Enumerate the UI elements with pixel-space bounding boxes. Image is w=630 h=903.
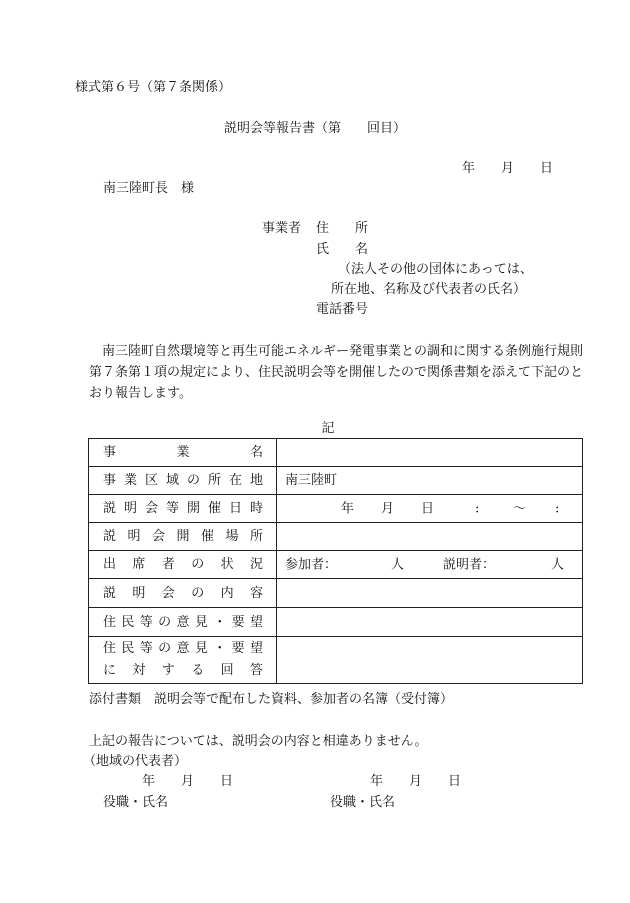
- row-label-opinions: 住民等の意見・要望: [89, 608, 277, 637]
- table-row: [89, 637, 583, 684]
- sender-note-line2: 所在地、名称及び代表者の氏名）: [331, 282, 527, 297]
- sender-name-label: 氏 名: [316, 242, 369, 257]
- row-label-responses-line1: 住民等の意見・要望: [103, 641, 263, 656]
- presenters-unit: 人: [551, 557, 565, 572]
- sender-label: 事業者: [262, 221, 302, 236]
- row-label-responses-line2: に対する回答: [103, 663, 263, 678]
- row-label-project-name: 事業名: [89, 439, 277, 467]
- rep-title-right: 役職・氏名: [330, 795, 396, 810]
- row-label-responses: [89, 637, 277, 684]
- attendance-field[interactable]: [277, 551, 583, 579]
- content-field[interactable]: [277, 579, 583, 608]
- datetime-tilde: 〜: [513, 501, 527, 516]
- table-row: [89, 579, 583, 608]
- table-row: [89, 523, 583, 551]
- sender-address-label: 住 所: [316, 221, 369, 236]
- participants-unit: 人: [391, 557, 405, 572]
- datetime-colon-start: :: [475, 501, 480, 516]
- datetime-field[interactable]: [277, 495, 583, 523]
- rep-date-left: 年 月 日: [142, 774, 234, 789]
- form-number: 様式第６号（第７条関係）: [75, 80, 232, 95]
- sender-phone-label: 電話番号: [316, 302, 369, 317]
- confirmation-text: 上記の報告については、説明会の内容と相違ありません。: [89, 734, 428, 749]
- addressee: 南三陸町長 様: [103, 181, 195, 196]
- venue-field[interactable]: [277, 523, 583, 551]
- presenters-label: 説明者：: [443, 557, 496, 572]
- project-name-field[interactable]: [277, 439, 583, 467]
- row-label-project-location: 事業区域の所在地: [89, 467, 277, 495]
- table-row: [89, 467, 583, 495]
- participants-label: 参加者：: [285, 557, 338, 572]
- report-date: 年 月 日: [462, 161, 554, 176]
- datetime-colon-end: :: [555, 501, 560, 516]
- datetime-day: 日: [421, 501, 435, 516]
- ki-heading: 記: [321, 421, 335, 436]
- row-label-content: 説明会の内容: [89, 579, 277, 608]
- rep-date-right: 年 月 日: [370, 774, 462, 789]
- table-row: [89, 551, 583, 579]
- body-paragraph: 南三陸町自然環境等と再生可能エネルギー発電事業との調和に関する条例施行規則第７条第１項の規定により、住民説明会等を開催したので関係書類を添えて下記のとおり報告します。: [89, 344, 584, 401]
- datetime-year: 年: [341, 501, 355, 516]
- attachments-note: 添付書類 説明会等で配布した資料、参加者の名簿（受付簿）: [89, 692, 454, 707]
- table-row: [89, 608, 583, 637]
- regional-representative-label: （地域の代表者）: [83, 754, 188, 769]
- sender-note-line1: （法人その他の団体にあっては、: [338, 262, 533, 277]
- rep-title-left: 役職・氏名: [103, 795, 169, 810]
- row-label-datetime: 説明会等開催日時: [89, 495, 277, 523]
- opinions-field[interactable]: [277, 608, 583, 637]
- datetime-month: 月: [381, 501, 395, 516]
- row-label-attendance: 出席者の状況: [89, 551, 277, 579]
- document-title: 説明会等報告書（第 回目）: [223, 121, 406, 136]
- row-label-venue: 説明会開催場所: [89, 523, 277, 551]
- table-row: [89, 495, 583, 523]
- report-table: [88, 438, 583, 684]
- project-location-field[interactable]: 南三陸町: [277, 467, 583, 495]
- responses-field[interactable]: [277, 637, 583, 684]
- table-row: [89, 439, 583, 467]
